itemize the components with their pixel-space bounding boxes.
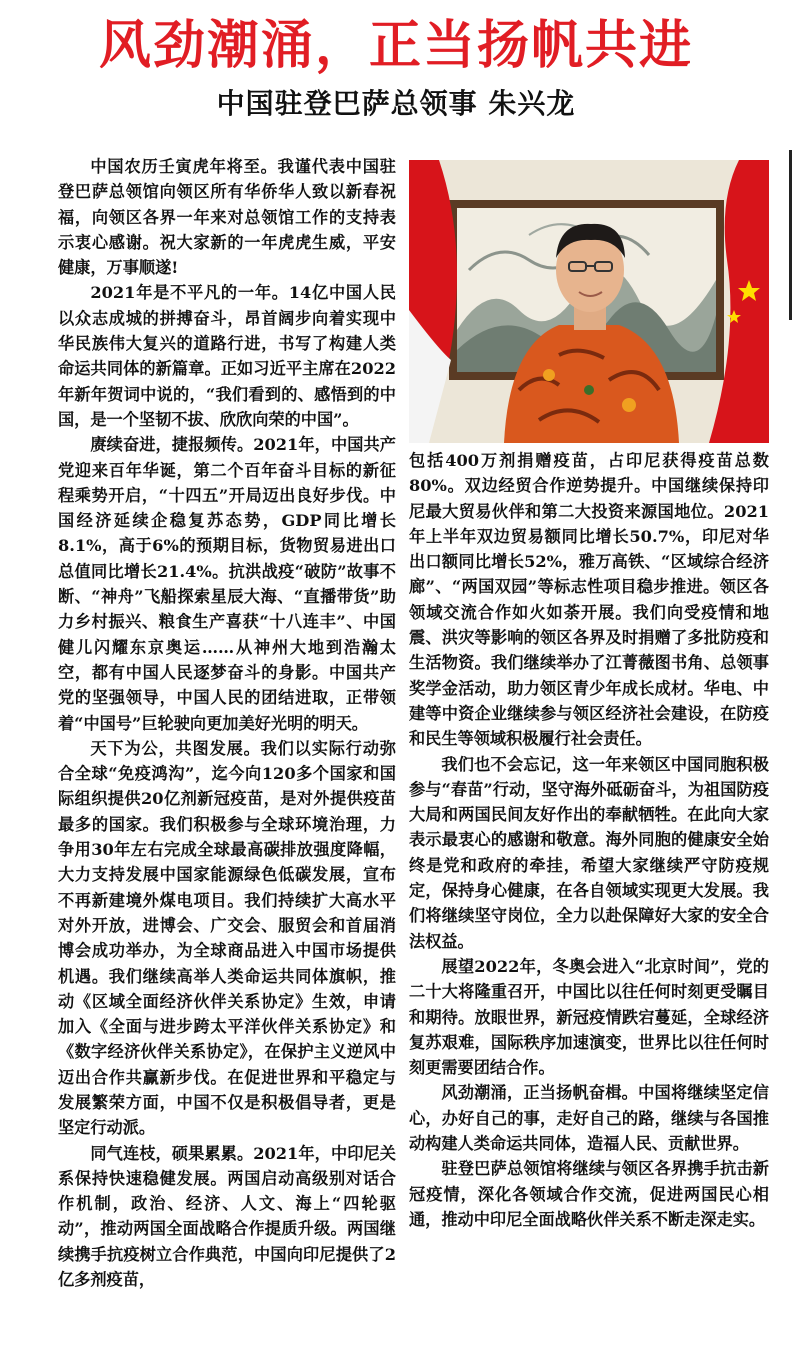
article-left-column <box>58 154 396 1292</box>
paragraph: 展望2022年，冬奥会进入“北京时间”，党的二十大将隆重召开，中国比以往任何时刻更受瞩目和期待。放眼世界，新冠疫情跌宕蔓延，全球经济复苏艰难，国际秩序加速演变，世界比以往任何时刻更需要团结合作。 <box>409 956 769 1078</box>
paragraph: 赓续奋进，捷报频传。2021年，中国共产党迎来百年华诞，第二个百年奋斗目标的新征程乘势开启，“十四五”开局迈出良好步伐。中国经济延续企稳复苏态势，GDP同比增长8.1%，高于6%的预期目标，货物贸易进出口总值同比增长21.4%。抗洪战疫“破防”故事不断、“神舟”飞船探索星辰大海、“直播带货”助力乡村振兴、粮食生产喜获“十八连丰”、中国健儿闪耀东京奥运……从神州大地到浩瀚太空，都有中国人民逐梦奋斗的身影。中国共产党的坚强领导，中国人民的团结进取，正带领着“中国号”巨轮驶向更加美好光明的明天。 <box>58 435 396 733</box>
paragraph: 2021年是不平凡的一年。14亿中国人民以众志成城的拼搏奋斗，昂首阔步向着实现中华民族伟大复兴的道路行进，书写了构建人类命运共同体的新篇章。正如习近平主席在2022年新年贺词中说的，“我们看到的、感悟到的中国，是一个坚韧不拔、欣欣向荣的中国”。 <box>58 283 396 429</box>
article-right-column <box>409 448 769 1232</box>
paragraph: 天下为公，共图发展。我们以实际行动弥合全球“免疫鸿沟”，迄今向120多个国家和国际组织提供20亿剂新冠疫苗，是对外提供疫苗最多的国家。我们积极参与全球环境治理，力争用30年左右完成全球最高碳排放强度降幅，大力支持发展中国家能源绿色低碳发展，宣布不再新建境外煤电项目。我们持续扩大高水平对外开放，进博会、广交会、服贸会和首届消博会成功举办，为全球商品进入中国市场提供机遇。我们继续高举人类命运共同体旗帜，推动《区域全面经济伙伴关系协定》生效，申请加入《全面与进步跨太平洋伙伴关系协定》和《数字经济伙伴关系协定》，在保护主义逆风中迈出合作共赢新步伐。在促进世界和平稳定与发展繁荣方面，中国不仅是积极倡导者，更是坚定行动派。 <box>58 738 396 1138</box>
byline: 中国驻登巴萨总领事 朱兴龙 <box>216 87 576 120</box>
paragraph: 包括400万剂捐赠疫苗，占印尼获得疫苗总数80%。双边经贸合作逆势提升。中国继续保持印尼最大贸易伙伴和第二大投资来源国地位。2021年上半年双边贸易额同比增长50.7%，印尼对华出口额同比增长52%，雅万高铁、“区域综合经济廊”、“两国双园”等标志性项目稳步推进。领区各领域交流合作如火如荼开展。我们向受疫情和地震、洪灾等影响的领区各界及时捐赠了多批防疫和生活物资。我们继续举办了江菁薇图书角、总领事奖学金活动，助力领区青少年成长成材。华电、中建等中资企业继续参与领区经济社会建设，在防疫和民生等领域积极履行社会责任。 <box>409 451 769 749</box>
headline: 风劲潮涌，正当扬帆共进 <box>98 16 693 76</box>
paragraph: 风劲潮涌，正当扬帆奋楫。中国将继续坚定信心，办好自己的事，走好自己的路，继续与各国推动构建人类命运共同体，造福人民、贡献世界。 <box>409 1083 769 1154</box>
paragraph: 我们也不会忘记，这一年来领区中国同胞积极参与“春苗”行动，坚守海外砥砺奋斗，为祖国防疫大局和两国民间友好作出的奉献牺牲。在此向大家表示最衷心的感谢和敬意。海外同胞的健康安全始终是党和政府的牵挂，希望大家继续严守防疫规定，保持身心健康，在各自领域实现更大发展。我们将继续坚守岗位，全力以赴保障好大家的安全合法权益。 <box>409 754 769 951</box>
paragraph: 中国农历壬寅虎年将至。我谨代表中国驻登巴萨总领馆向领区所有华侨华人致以新春祝福，向领区各界一年来对总领馆工作的支持表示衷心感谢。祝大家新的一年虎虎生威，平安健康，万事顺遂! <box>58 157 396 278</box>
paragraph: 驻登巴萨总领馆将继续与领区各界携手抗击新冠疫情，深化各领域合作交流，促进两国民心相通，推动中印尼全面战略伙伴关系不断走深走实。 <box>409 1159 769 1229</box>
consul-photo <box>409 160 769 443</box>
paragraph: 同气连枝，硕果累累。2021年，中印尼关系保持快速稳健发展。两国启动高级别对话合作机制，政治、经济、人文、海上“四轮驱动”，推动两国全面战略合作提质升级。两国继续携手抗疫树立合作典范，中国向印尼提供了2亿多剂疫苗， <box>58 1143 396 1290</box>
